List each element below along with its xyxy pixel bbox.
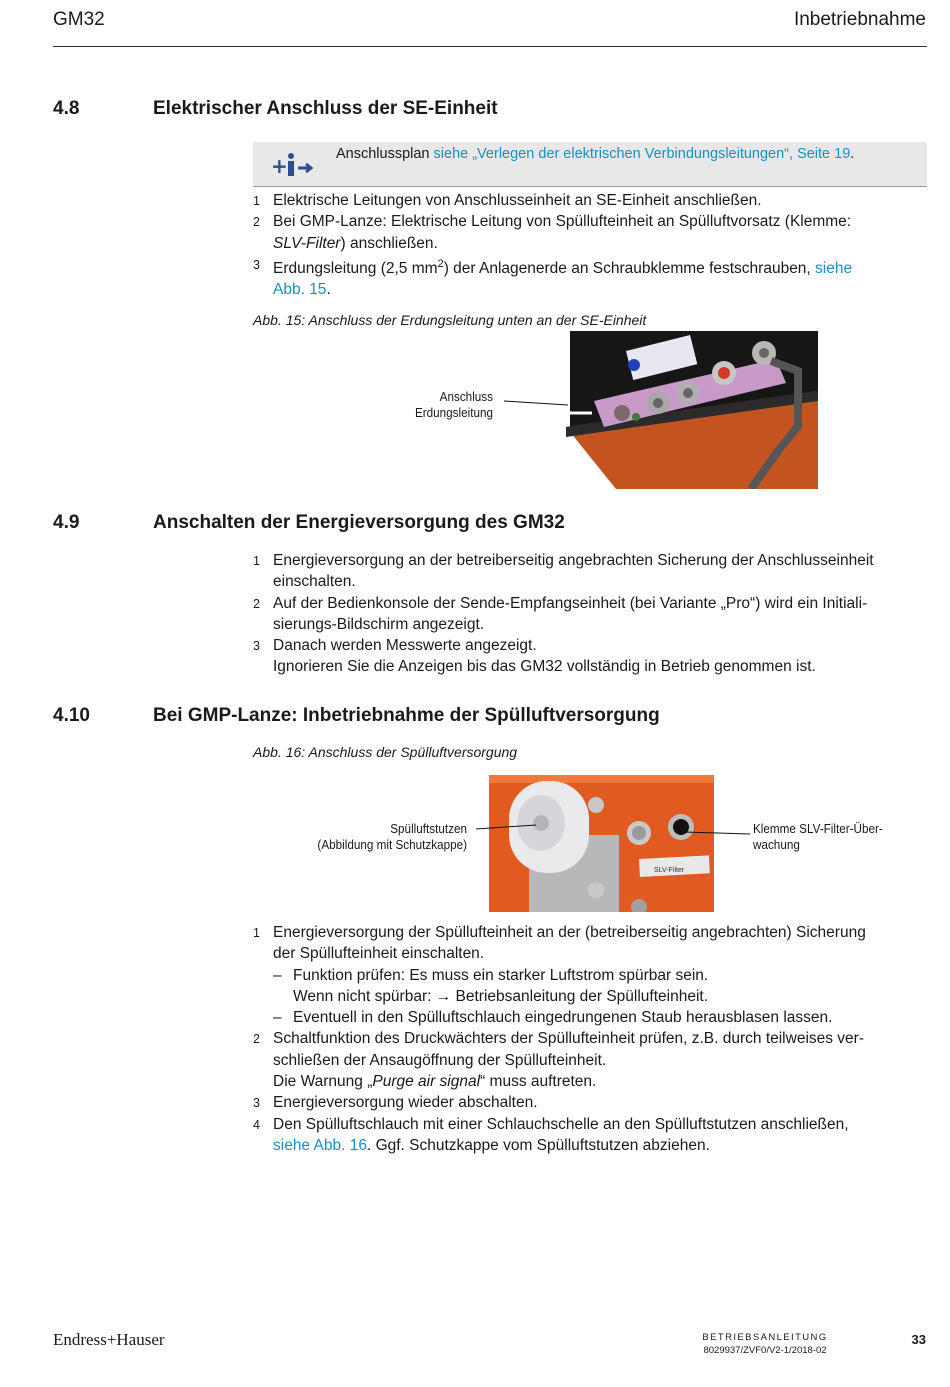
step-item xyxy=(253,1092,933,1113)
section-title: Elektrischer Anschluss der SE-Einheit xyxy=(153,98,498,119)
page-number: 33 xyxy=(911,1332,926,1347)
step-number: 2 xyxy=(253,215,260,230)
note-suffix: . xyxy=(850,146,855,162)
note-prefix: Anschlussplan xyxy=(336,146,434,162)
step-text: Energieversorgung an der betreiberseitig angebrachten Sicherung der Anschlusseinheit xyxy=(273,552,874,569)
step-number: 3 xyxy=(253,639,260,654)
sub-text: Eventuell in den Spülluftschlauch eingedrungenen Staub herausblasen lassen. xyxy=(293,1009,833,1027)
figure-link[interactable]: siehe Abb. 16 xyxy=(273,1136,367,1154)
step-number: 2 xyxy=(253,596,260,611)
step-number: 3 xyxy=(253,257,260,272)
header-divider xyxy=(53,46,927,47)
sub-text: Betriebsanleitung der Spüllufteinheit. xyxy=(451,987,709,1005)
section-title: Bei GMP-Lanze: Inbetriebnahme der Spülluftversorgung xyxy=(153,705,660,726)
figure-15-leader-line xyxy=(504,396,568,408)
step-item xyxy=(253,922,933,1028)
step-number: 2 xyxy=(253,1032,260,1047)
step-text: Erdungsleitung (2,5 mm xyxy=(273,260,438,278)
section-heading-4-8 xyxy=(53,98,927,122)
steps-4-8 xyxy=(253,190,933,301)
step-text-italic: Purge air signal xyxy=(372,1073,481,1091)
sub-text: Funktion prüfen: Es muss ein starker Luftstrom spürbar sein. xyxy=(293,966,709,984)
step-text: einschalten. xyxy=(273,573,356,591)
step-item xyxy=(253,1028,933,1092)
arrow-icon: → xyxy=(435,987,452,1005)
label-line: (Abbildung mit Schutzkappe) xyxy=(317,837,467,852)
label-line: Spülluftstutzen xyxy=(390,821,467,836)
label-line: Anschluss xyxy=(439,389,493,404)
step-item xyxy=(253,254,933,301)
step-text: Bei GMP-Lanze: Elektrische Leitung von Spüllufteinheit an Spülluftvorsatz (Klemme: xyxy=(273,213,852,231)
step-number: 4 xyxy=(253,1117,260,1132)
step-text: Auf der Bedienkonsole der Sende-Empfangseinheit (bei Variante „Pro“) wird ein Initiali- xyxy=(273,594,868,612)
figure-link[interactable]: Abb. 15 xyxy=(273,281,327,299)
figure-16-leader-right xyxy=(684,824,750,832)
section-number: 4.8 xyxy=(53,98,80,119)
step-item xyxy=(253,190,933,211)
step-text: ) anschließen. xyxy=(340,234,438,252)
step-item xyxy=(253,550,933,593)
document-code: 8029937/ZVF0/V2-1/2018-02 xyxy=(703,1345,827,1356)
step-item xyxy=(253,635,933,678)
step-item xyxy=(253,211,933,254)
figure-15-label xyxy=(391,389,493,421)
step-item xyxy=(253,1114,933,1157)
step-text: Danach werden Messwerte angezeigt. xyxy=(273,637,537,655)
figure-16-label-right xyxy=(753,821,906,853)
step-text: Die Warnung „ xyxy=(273,1073,373,1091)
note-link[interactable]: siehe „Verlegen der elektrischen Verbindungsleitungen“, Seite 19 xyxy=(433,146,851,162)
steps-4-10 xyxy=(253,922,933,1156)
step-text: Den Spülluftschlauch mit einer Schlauchschelle an den Spülluftstutzen anschließen, xyxy=(273,1115,849,1133)
info-icon xyxy=(271,152,315,183)
section-number: 4.10 xyxy=(53,705,90,726)
figure-link[interactable]: siehe xyxy=(815,260,853,278)
figure-caption-15: Abb. 15: Anschluss der Erdungsleitung unten an der SE-Einheit xyxy=(253,312,647,328)
step-text: Elektrische Leitungen von Anschlusseinheit an SE-Einheit anschließen. xyxy=(273,192,762,209)
svg-text:+: + xyxy=(271,154,288,178)
sub-item xyxy=(273,965,933,1008)
step-text-italic: SLV-Filter xyxy=(273,234,341,252)
step-text: Schaltfunktion des Druckwächters der Spüllufteinheit prüfen, z.B. durch teilweises ver- xyxy=(273,1030,865,1048)
section-heading-4-10 xyxy=(53,705,927,729)
info-note-text xyxy=(336,146,854,162)
section-title: Anschalten der Energieversorgung des GM32 xyxy=(153,512,565,533)
step-text: . xyxy=(326,281,331,299)
brand-logo: Endress+Hauser xyxy=(53,1330,165,1349)
sub-text: Wenn nicht spürbar: xyxy=(293,987,436,1005)
section-heading-4-9 xyxy=(53,512,927,536)
info-note xyxy=(253,142,927,187)
step-text: der Spüllufteinheit einschalten. xyxy=(273,945,485,963)
step-text: schließen der Ansaugöffnung der Spüllufteinheit. xyxy=(273,1051,607,1069)
step-number: 1 xyxy=(253,554,260,568)
step-text: Energieversorgung wieder abschalten. xyxy=(273,1094,538,1112)
figure-16-photo xyxy=(489,775,714,917)
superscript: 2 xyxy=(437,257,444,270)
steps-4-9 xyxy=(253,550,933,678)
step-number: 1 xyxy=(253,194,260,208)
figure-16-label-left xyxy=(308,821,467,853)
step-text: sierungs-Bildschirm angezeigt. xyxy=(273,615,485,633)
step-item xyxy=(253,593,933,636)
step-text: ) der Anlagenerde an Schraubklemme festschrauben, xyxy=(443,260,816,278)
header-product: GM32 xyxy=(53,9,105,30)
step-number: 3 xyxy=(253,1096,260,1111)
photo-plate-text: SLV-Filter xyxy=(654,867,685,874)
label-line: wachung xyxy=(753,837,800,852)
step-number: 1 xyxy=(253,926,260,940)
header-chapter: Inbetriebnahme xyxy=(793,9,926,30)
label-line: Erdungsleitung xyxy=(414,405,493,420)
label-line: Klemme SLV-Filter-Über- xyxy=(753,821,883,836)
dash-bullet: – xyxy=(273,966,282,984)
figure-16-leader-left xyxy=(476,822,536,834)
figure-15-photo xyxy=(566,331,818,494)
step-text: Energieversorgung der Spüllufteinheit an der (betreiberseitig angebrachten) Sicherung xyxy=(273,924,866,941)
step-text: Ignorieren Sie die Anzeigen bis das GM32 vollständig in Betrieb genommen ist. xyxy=(273,658,816,676)
sub-item xyxy=(273,1007,933,1028)
section-number: 4.9 xyxy=(53,512,80,533)
step-text: “ muss auftreten. xyxy=(480,1073,597,1091)
step-text: . Ggf. Schutzkappe vom Spülluftstutzen abziehen. xyxy=(366,1136,710,1154)
dash-bullet: – xyxy=(273,1009,282,1027)
figure-caption-16: Abb. 16: Anschluss der Spülluftversorgung xyxy=(253,744,518,760)
document-type: BETRIEBSANLEITUNG xyxy=(702,1332,828,1343)
